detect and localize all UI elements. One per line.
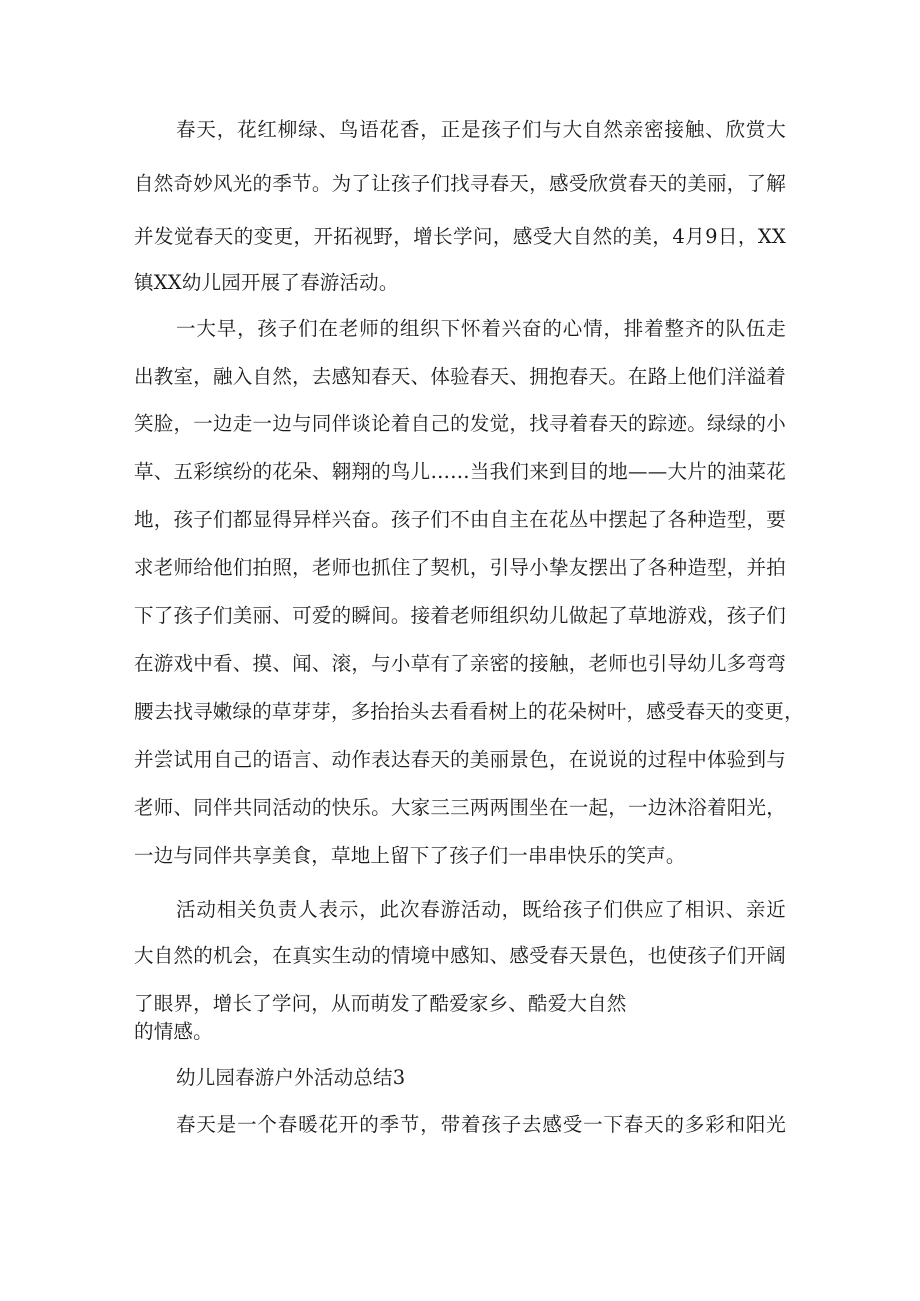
paragraph-1-line-1: 春天，花红柳绿、鸟语花香，正是孩子们与大自然亲密接触、欣赏大 [176, 118, 786, 141]
paragraph-2-line-2: 出教室，融入自然，去感知春天、体验春天、拥抱春天。在路上他们洋溢着 [134, 365, 786, 388]
paragraph-2-line-9: 腰去找寻嫩绿的草芽芽，多抬抬头去看看树上的花朵树叶，感受春天的变更， [134, 700, 804, 723]
paragraph-2-line-12: 一边与同伴共享美食，草地上留下了孩子们一串串快乐的笑声。 [134, 844, 686, 867]
paragraph-1-line-3: 并发觉春天的变更，开拓视野，增长学问，感受大自然的美，4月9日，XX [134, 225, 786, 248]
paragraph-2-line-10: 并尝试用自己的语言、动作表达春天的美丽景色，在说说的过程中体验到与 [134, 748, 786, 771]
paragraph-1-line-2: 自然奇妙风光的季节。为了让孩子们找寻春天，感受欣赏春天的美丽，了解 [134, 172, 786, 195]
paragraph-2-line-5: 地，孩子们都显得异样兴奋。孩子们不由自主在花丛中摆起了各种造型，要 [134, 508, 786, 531]
paragraph-2-line-7: 下了孩子们美丽、可爱的瞬间。接着老师组织幼儿做起了草地游戏，孩子们 [134, 604, 786, 627]
paragraph-2-line-11: 老师、同伴共同活动的快乐。大家三三两两围坐在一起，一边沐浴着阳光， [134, 796, 786, 819]
section-heading: 幼儿园春游户外活动总结3 [176, 1066, 406, 1089]
paragraph-3-line-1: 活动相关负责人表示，此次春游活动，既给孩子们供应了相识、亲近 [176, 898, 786, 921]
paragraph-1-line-4: 镇XX幼儿园开展了春游活动。 [134, 271, 399, 294]
paragraph-2-line-8: 在游戏中看、摸、闻、滚，与小草有了亲密的接触，老师也引导幼儿多弯弯 [134, 652, 786, 675]
paragraph-2-line-4: 草、五彩缤纷的花朵、翱翔的鸟儿……当我们来到目的地——大片的油菜花 [134, 460, 786, 483]
paragraph-2-line-6: 求老师给他们拍照，老师也抓住了契机，引导小挚友摆出了各种造型，并拍 [134, 556, 786, 579]
paragraph-2-line-1: 一大早，孩子们在老师的组织下怀着兴奋的心情，排着整齐的队伍走 [176, 317, 786, 340]
paragraph-3-line-4: 的情感。 [134, 1020, 213, 1043]
paragraph-4-line-1: 春天是一个春暖花开的季节，带着孩子去感受一下春天的多彩和阳光 [176, 1113, 786, 1136]
paragraph-3-line-2: 大自然的机会，在真实生动的情境中感知、感受春天景色，也使孩子们开阔 [134, 944, 786, 967]
paragraph-3-line-3: 了眼界，增长了学问，从而萌发了酷爱家乡、酷爱大自然 [134, 992, 627, 1015]
paragraph-2-line-3: 笑脸，一边走一边与同伴谈论着自己的发觉，找寻着春天的踪迹。绿绿的小 [134, 412, 786, 435]
